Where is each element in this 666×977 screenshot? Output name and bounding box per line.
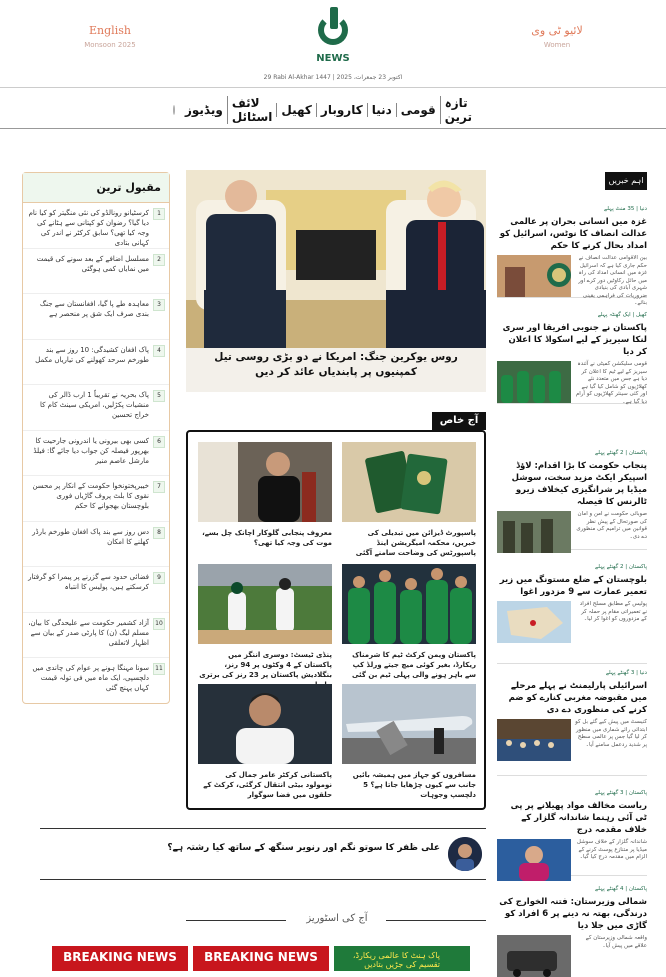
item-text: فضائی حدود سے گزرنے پر پیمرا کو گرفتار کرسکتے ہیں، پولیس کا انتباہ <box>28 573 149 591</box>
item-text: مسلسل اضافے کے بعد سونے کی قیمت میں نمایاں کمی ہوگئی <box>36 254 149 273</box>
item-number: 9 <box>153 572 165 584</box>
card-image <box>342 684 476 764</box>
news-image <box>497 719 571 761</box>
main-nav-bar <box>0 89 666 129</box>
item-number: 3 <box>153 299 165 311</box>
news-item[interactable] <box>497 670 647 776</box>
nav-item-national[interactable]: قومی <box>396 103 440 117</box>
item-text: سونا مہنگا ہونے پر عوام کی چاندی میں دلچسپی، ایک ماہ میں فی تولہ قیمت کہاں پہنچ گئی <box>32 664 149 692</box>
list-item[interactable] <box>23 431 169 477</box>
special-section <box>186 430 486 810</box>
card-image <box>198 564 332 644</box>
hero-headline[interactable]: روس یوکرین جنگ: امریکا نے دو بڑی روسی تیل کمپنیوں پر پابندیاں عائد کر دیں <box>214 351 458 378</box>
item-text: خیبرپختونخوا حکومت کے انکار پر محسن نقوی کا بلٹ پروف گاڑیاں فوری بلوچستان بھجوانے کا حکم <box>32 482 149 510</box>
news-item[interactable] <box>497 206 647 306</box>
english-link[interactable] <box>80 24 140 49</box>
news-headline[interactable]: پاکستان نے جنوبی افریقا اور سری لنکا سیریز کے لیے اسکواڈ کا اعلان کر دیا <box>502 323 647 357</box>
news-item[interactable] <box>497 450 647 550</box>
card-caption: مسافروں کو جہاز میں ہمیشہ بائیں جانب سے کیوں چڑھایا جاتا ہے؟ 5 دلچسپ وجوہات <box>352 771 476 799</box>
top-news-badge: اہم خبریں <box>605 172 647 190</box>
popular-title: مقبول ترین <box>23 173 169 203</box>
card-image <box>198 442 332 522</box>
news-image <box>497 511 571 553</box>
hero-story[interactable] <box>186 170 486 392</box>
english-link-sub: Monsoon 2025 <box>84 41 136 49</box>
list-item[interactable] <box>23 567 169 613</box>
news-image <box>497 361 571 403</box>
card-image <box>198 684 332 764</box>
item-number: 11 <box>153 663 165 675</box>
popular-box <box>22 172 170 704</box>
nav-item-business[interactable]: کاروبار <box>316 103 367 117</box>
list-item[interactable] <box>23 613 169 659</box>
item-number: 2 <box>153 254 165 266</box>
podcast-title[interactable]: علی ظفر کا سوتو نگم اور رنویر سنگھ کے ساتھ کیا رشتہ ہے؟ <box>167 843 440 853</box>
special-card-singer[interactable] <box>198 442 332 548</box>
news-item[interactable] <box>497 790 647 876</box>
divider <box>386 920 486 921</box>
item-number: 6 <box>153 436 165 448</box>
news-meta: پاکستان | 2 گھنٹے پہلے <box>595 450 647 456</box>
list-item[interactable] <box>23 203 169 249</box>
site-header <box>0 0 666 88</box>
news-meta: دنیا | 3 گھنٹے پہلے <box>605 670 647 676</box>
podcast-strip[interactable] <box>40 828 486 880</box>
english-link-title: English <box>89 24 131 37</box>
nav-item-sports[interactable]: کھیل <box>276 103 316 117</box>
special-card-cricketer[interactable] <box>198 684 332 800</box>
news-headline[interactable]: اسرائیلی پارلیمنٹ نے پہلے مرحلے میں مقبوضہ مغربی کنارے کو ضم کرنے کی منظوری دے دی <box>508 681 647 715</box>
stories-title: آج کی اسٹوریز <box>306 913 368 924</box>
item-text: کرسٹیانو رونالڈو کی نئی منگیتر کو کیا نام دیا گیا؟ رضوان کو کپتانی سے ہٹانے کی وجہ کیا تھی؟ سابق کرکٹر نے اندر کی کہانی بتادی <box>28 209 149 247</box>
site-logo[interactable] <box>313 7 353 69</box>
news-headline[interactable]: بلوچستان کے ضلع مستونگ میں زیر تعمیر عمارت سے 9 مزدور اغوا <box>499 575 647 597</box>
special-card-pindi-test[interactable] <box>198 564 332 690</box>
card-caption: پنڈی ٹیسٹ: دوسری اننگز میں پاکستان کے 4 وکٹوں پر 94 رنز، بنگلادیش پاکستان پر 23 رنز کی برتری <box>199 651 332 679</box>
search-icon[interactable] <box>173 105 175 115</box>
list-item[interactable] <box>23 385 169 431</box>
card-caption: پاکستانی کرکٹر عامر جمال کی نومولود بیٹی انتقال کرگئی، کرکٹ کے حلقوں میں فضا سوگوار <box>203 771 332 799</box>
item-text: معاہدہ طے پا گیا، افغانستان سے جنگ بندی صرف ایک شق پر منحصر ہے <box>39 300 149 318</box>
nav-item-lifestyle[interactable]: لائف اسٹائل <box>227 96 277 124</box>
news-excerpt: پولیس کے مطابق مسلح افراد نے تعمیراتی مقام پر حملہ کر کے مزدوروں کو اغوا کر لیا۔ <box>579 601 647 622</box>
news-meta: کھیل | ایک گھنٹہ پہلے <box>597 312 647 318</box>
item-text: آزاد کشمیر حکومت سے علیحدگی کا بیان، مسلم لیگ (ن) کا پارٹی صدر کے بیان سے اظہار لاتعلقی <box>28 618 149 647</box>
story-thumb[interactable]: پاک ہنٹ کا عالمی ریکارڈ، تقسیم کی جڑیں بتادیں <box>334 946 470 971</box>
main-nav <box>185 96 476 124</box>
card-image <box>342 564 476 644</box>
item-number: 5 <box>153 390 165 402</box>
news-item[interactable] <box>497 312 647 404</box>
logo-mark-icon <box>314 7 352 49</box>
news-meta: پاکستان | 4 گھنٹے پہلے <box>595 886 647 892</box>
breaking-news-thumb[interactable]: BREAKING NEWS <box>193 946 329 971</box>
list-item[interactable] <box>23 249 169 295</box>
breaking-news-thumb[interactable]: BREAKING NEWS <box>52 946 188 971</box>
news-excerpt: کنیسٹ میں پیش کیے گئے بل کو ابتدائی رائے شماری میں منظور کر لیا گیا جس پر عالمی سطح پر شدید ردعمل سامنے آیا۔ <box>575 719 647 748</box>
news-excerpt: واقعہ شمالی وزیرستان کے علاقے میں پیش آیا۔ <box>585 935 647 949</box>
news-meta: پاکستان | 2 گھنٹے پہلے <box>595 564 647 570</box>
news-excerpt: قومی سلیکشن کمیٹی نے آئندہ سیریز کے لیے ٹیم کا اعلان کر دیا ہے جس میں متعدد نئے کھلاڑیوں کو شامل کیا گیا ہے اور کئی سینئر کھلاڑیوں کو آرام دیا گیا ہے۔ <box>575 361 647 405</box>
news-excerpt: صوبائی حکومت نے امن و امان کی صورتحال کے پیش نظر قوانین میں ترامیم کی منظوری دے دی۔ <box>576 511 647 540</box>
hero-image <box>186 170 486 348</box>
news-meta: پاکستان | 3 گھنٹے پہلے <box>595 790 647 796</box>
news-item[interactable] <box>497 886 647 971</box>
item-text: پاک بحریہ نے تقریباً 1 ارب ڈالر کی منشیات پکڑلیں، امریکی سینٹ کام کا خراج تحسین <box>39 391 149 419</box>
card-caption: معروف پنجابی گلوکار اچانک چل بسے، موت کی وجہ کیا تھی؟ <box>202 529 332 547</box>
list-item[interactable] <box>23 522 169 568</box>
news-item[interactable] <box>497 564 647 664</box>
item-number: 10 <box>153 618 165 630</box>
stories-heading <box>186 910 486 930</box>
item-text: دس روز سے بند پاک افغان طورخم بارڈر کھلنے کا امکان <box>32 527 149 546</box>
news-image <box>497 601 571 643</box>
nav-item-videos[interactable]: ویڈیوز <box>185 103 223 117</box>
divider <box>186 920 286 921</box>
news-excerpt: بین الاقوامی عدالت انصاف نے حکم جاری کیا ہے کہ اسرائیل غزہ میں انسانی امداد کی راہ میں حائل رکاوٹیں دور کرے اور شہری آبادی کی بنیادی ضروریات کی فراہمی یقینی بنائے۔ <box>578 255 647 306</box>
item-text: پاک افغان کشیدگی: 10 روز سے بند طورخم سرحد کھولنے کی تیاریاں مکمل <box>35 345 149 364</box>
item-number: 1 <box>153 208 165 220</box>
live-tv-sub: Women <box>543 41 571 49</box>
special-card-women-cricket[interactable] <box>342 564 476 680</box>
special-card-passport[interactable] <box>342 442 476 558</box>
news-headline[interactable]: شمالی وزیرستان: فتنہ الخوارج کی درندگی، بھتہ نہ دینے پر 6 افراد کو گاڑی میں جلا دیا <box>499 897 647 931</box>
list-item[interactable] <box>23 476 169 522</box>
news-headline[interactable]: غزہ میں انسانی بحران پر عالمی عدالت انصاف کا نوٹس، اسرائیل کو امداد بحال کرنے کا حکم <box>499 217 647 251</box>
news-meta: دنیا | 35 منٹ پہلے <box>604 206 647 212</box>
special-tag: آج خاص <box>432 412 486 430</box>
item-text: کسی بھی بیرونی یا اندرونی جارحیت کا بھرپور فیصلہ کن جواب دیا جائے گا: فیلڈ مارشل عاصم منیر <box>33 436 149 465</box>
live-tv-title: لائیو ٹی وی <box>531 24 583 37</box>
card-caption: پاسپورٹ ڈیزائن میں تبدیلی کی خبریں، محکمہ امیگریشن اینڈ پاسپورٹس کی وضاحت سامنے آگئی <box>355 529 476 557</box>
dateline: 29 Rabi Al-Akhar 1447 | 2025 ،اکتوبر 23 جمعرات <box>263 74 403 81</box>
news-image <box>497 255 571 297</box>
item-number: 4 <box>153 345 165 357</box>
live-tv-link[interactable] <box>527 24 587 49</box>
news-headline[interactable]: پنجاب حکومت کا بڑا اقدام: لاؤڈ اسپیکر ایکٹ مزید سخت، سوشل میڈیا پر شرانگیزی کیخلاف زیرو ٹالرنس کا فیصلہ <box>511 461 647 507</box>
item-number: 7 <box>153 481 165 493</box>
list-item[interactable] <box>23 294 169 340</box>
news-headline[interactable]: ریاست مخالف مواد پھیلانے پر پی ٹی آئی رہنما شاندانہ گلزار کے خلاف مقدمہ درج <box>510 801 647 835</box>
list-item[interactable] <box>23 658 169 704</box>
avatar <box>448 837 482 871</box>
special-card-aircraft[interactable] <box>342 684 476 800</box>
news-image <box>497 839 571 881</box>
logo-text: NEWS <box>316 53 350 64</box>
nav-item-world[interactable]: دنیا <box>367 103 396 117</box>
nav-item-latest[interactable]: تازہ ترین <box>440 96 476 124</box>
card-caption: پاکستان ویمن کرکٹ ٹیم کا شرمناک ریکارڈ، بغیر کوئی میچ جیتے ورلڈ کپ سے باہر ہونے والی پہلی ٹیم بن گئی <box>351 651 476 679</box>
item-number: 8 <box>153 527 165 539</box>
list-item[interactable] <box>23 340 169 386</box>
card-image <box>342 442 476 522</box>
news-excerpt: شاندانہ گلزار کے خلاف سوشل میڈیا پر متنازع پوسٹ کرنے کے الزام میں مقدمہ درج کیا گیا۔ <box>576 839 647 860</box>
